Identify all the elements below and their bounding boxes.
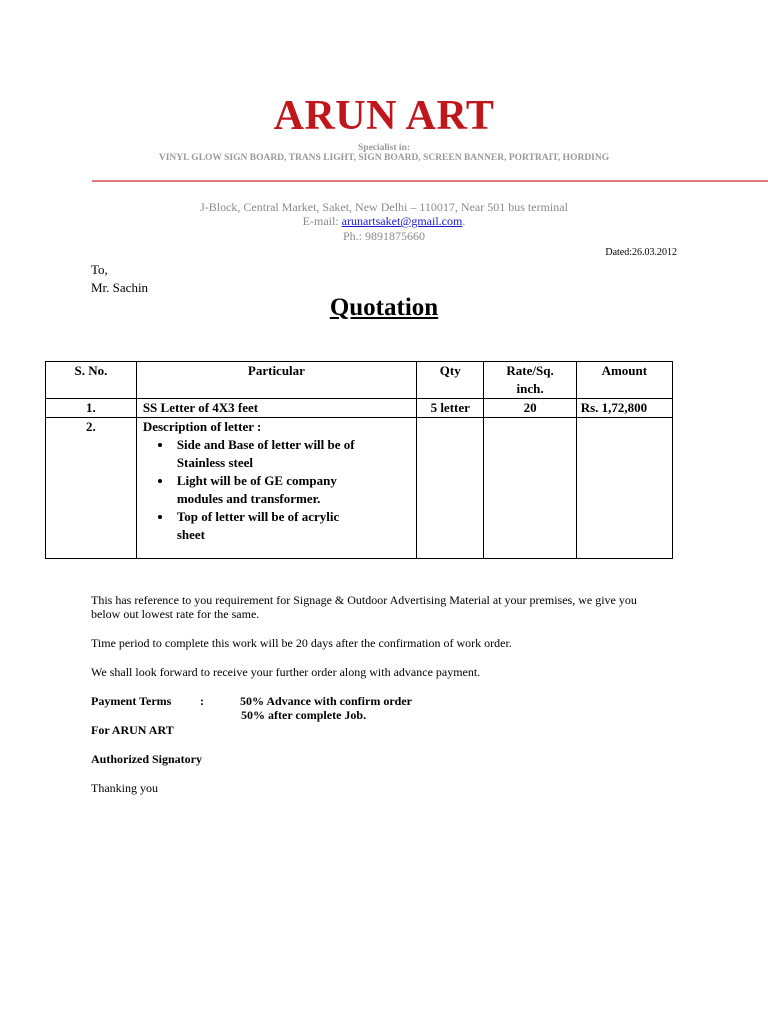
email-link[interactable]: arunartsaket@gmail.com (341, 214, 463, 228)
header-rate (484, 362, 576, 399)
authorized-signatory: Authorized Signatory (91, 752, 202, 766)
description-bullets (143, 436, 416, 544)
payment-term-1: 50% Advance with confirm order (240, 694, 412, 708)
payment-terms-colon: : (200, 694, 204, 708)
header-particular: Particular (136, 362, 416, 399)
row1-particular: SS Letter of 4X3 feet (136, 399, 416, 418)
email-suffix: . (462, 214, 466, 228)
reference-paragraph-line2: below out lowest rate for the same. (91, 607, 260, 621)
bullet-item (173, 472, 416, 508)
row2-amount (576, 418, 672, 559)
row1-rate: 20 (484, 399, 576, 418)
bullet-1-line1: Side and Base of letter will be of (176, 437, 355, 452)
header-qty: Qty (417, 362, 484, 399)
row1-amount: Rs. 1,72,800 (576, 399, 672, 418)
company-name: ARUN ART (273, 93, 495, 139)
email-label: E-mail: (302, 214, 342, 228)
company-phone: Ph.: 9891875660 (342, 229, 425, 243)
payment-term-2: 50% after complete Job. (241, 708, 367, 722)
company-email-line (0, 214, 768, 228)
time-period-paragraph: Time period to complete this work will be 20 days after the confirmation of work order. (91, 636, 512, 650)
specialties-list: VINYL GLOW SIGN BOARD, TRANS LIGHT, SIGN BOARD, SCREEN BANNER, PORTRAIT, HORDING (158, 153, 610, 163)
advance-paragraph: We shall look forward to receive your further order along with advance payment. (91, 665, 481, 679)
specialist-label: Specialist in: (358, 143, 410, 153)
thanking-line: Thanking you (91, 781, 158, 795)
document-title: Quotation (329, 294, 439, 321)
row2-description-heading: Description of letter : (142, 419, 262, 434)
row2-particular (136, 418, 416, 559)
bullet-3-line1: Top of letter will be of acrylic (176, 509, 340, 524)
payment-terms-label: Payment Terms (91, 694, 172, 708)
row2-qty (417, 418, 484, 559)
recipient-name: Mr. Sachin (91, 280, 149, 295)
row2-rate (484, 418, 576, 559)
header-sno: S. No. (46, 362, 137, 399)
header-rate-line2: inch. (516, 381, 544, 396)
table-row (46, 418, 673, 559)
date-line: Dated:26.03.2012 (605, 247, 677, 258)
row1-sno: 1. (46, 399, 137, 418)
bullet-1-line2: Stainless steel (176, 455, 254, 470)
row2-sno: 2. (46, 418, 137, 559)
table-row (46, 399, 673, 418)
bullet-2-line2: modules and transformer. (176, 491, 321, 506)
for-company: For ARUN ART (91, 723, 174, 737)
table-header-row (46, 362, 673, 399)
bullet-3-line2: sheet (176, 527, 205, 542)
bullet-item (173, 508, 416, 544)
bullet-item (173, 436, 416, 472)
header-amount: Amount (576, 362, 672, 399)
reference-paragraph-line1: This has reference to you requirement for Signage & Outdoor Advertising Material at your premises, we give you (91, 593, 637, 607)
header-rate-line1: Rate/Sq. (506, 363, 554, 378)
quotation-table (45, 361, 673, 559)
company-address: J-Block, Central Market, Saket, New Delhi – 110017, Near 501 bus terminal (200, 200, 568, 214)
to-label: To, (91, 262, 108, 277)
row1-qty: 5 letter (417, 399, 484, 418)
bullet-2-line1: Light will be of GE company (176, 473, 337, 488)
header-divider (92, 180, 768, 182)
